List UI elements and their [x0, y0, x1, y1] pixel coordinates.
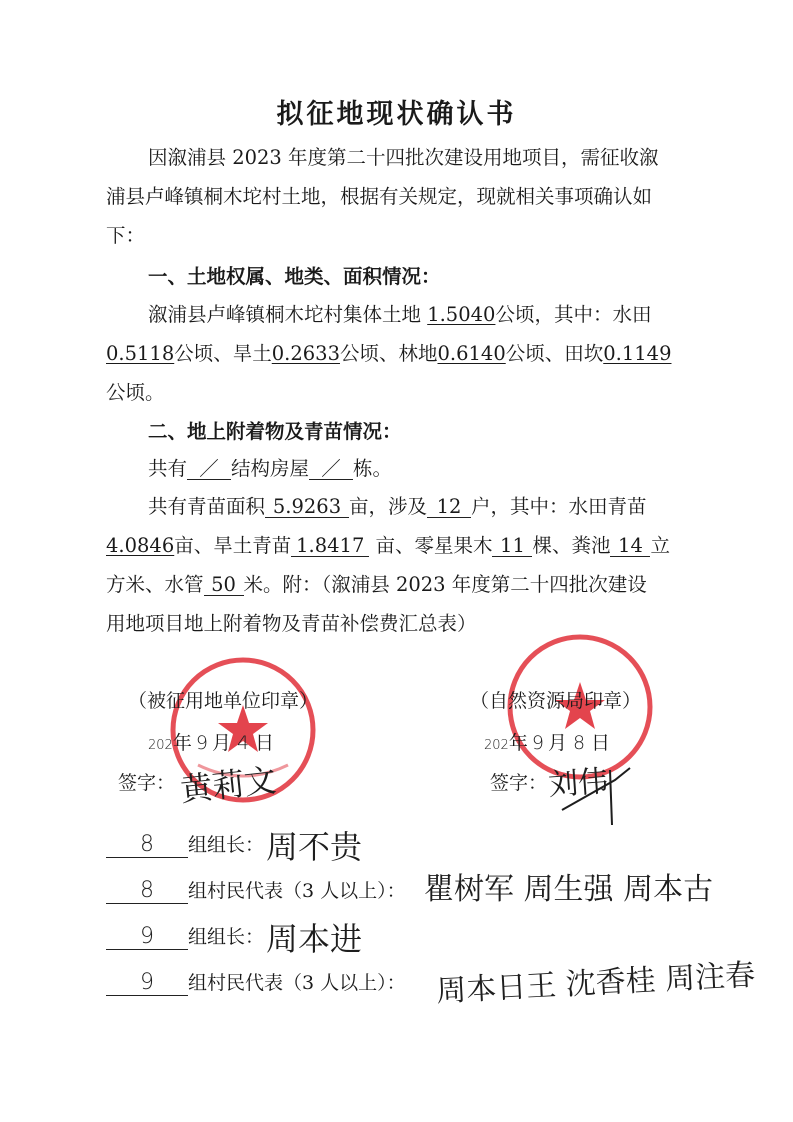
paddy-area-value: 0.5118: [106, 342, 175, 365]
village-date-month: 9: [195, 732, 208, 754]
group-signatures: [106, 830, 793, 1010]
crop-text-t2: 亩、零星果木: [369, 534, 493, 557]
resources-date-year-char: 年: [508, 732, 528, 754]
group-number: 9: [106, 924, 188, 950]
houses-blank-1: ／: [187, 459, 231, 480]
houses-text-a: 共有: [148, 457, 188, 480]
houses-text-c: 栋。: [353, 457, 393, 480]
pipe-value: 50: [204, 575, 244, 596]
trees-value: 11: [492, 536, 532, 557]
land-unit-text: 公顷，其中：水田: [495, 303, 652, 326]
group-signature: 周本进: [266, 920, 363, 958]
crop-text-t1: 亩、旱土青苗: [174, 534, 292, 557]
intro-line-3: 下：: [106, 224, 146, 247]
group-row: [106, 968, 406, 996]
group-label: 组村民代表（3 人以上）：: [188, 972, 406, 994]
crop-text-t5: 方米、水管: [106, 573, 204, 596]
group-signature: 周本日王 沈香桂 周注春: [435, 957, 756, 1010]
resources-sign-label: 签字：: [490, 772, 548, 794]
group-signature: 周不贵: [266, 828, 363, 866]
houses-blank-2: ／: [309, 459, 353, 480]
section1-heading: 一、土地权属、地类、面积情况：: [148, 265, 441, 288]
crop-area-value: 5.9263: [265, 497, 349, 518]
resources-date-month: 9: [531, 732, 544, 754]
forest-area-value: 0.6140: [437, 342, 506, 365]
resources-seal-date: [484, 728, 610, 755]
document-title: 拟征地现状确认书: [276, 99, 517, 130]
section1-line-3: 公顷。: [106, 381, 165, 404]
houses-text-b: 结构房屋: [231, 457, 310, 480]
crop-line-1: [148, 497, 647, 518]
crop-text-t4: 立: [650, 534, 670, 557]
village-sign-label: 签字：: [118, 772, 176, 794]
resources-date-year: 202: [484, 738, 509, 753]
group-number: 8: [106, 878, 188, 904]
group-row: [106, 876, 406, 904]
crop-line-4: 用地项目地上附着物及青苗补偿费汇总表）: [106, 612, 477, 635]
pit-value: 14: [610, 536, 650, 557]
section1-line-1: [148, 305, 651, 325]
intro-line-2: 浦县卢峰镇桐木坨村土地，根据有关规定，现就相关事项确认如: [106, 185, 653, 208]
crop-line-3: [106, 575, 647, 596]
dry-unit-text: 公顷、林地: [339, 342, 438, 365]
group-label: 组组长：: [188, 926, 265, 948]
village-date-year-char: 年: [172, 732, 192, 754]
village-seal-date: [148, 728, 274, 755]
paddy-crop-value: 4.0846: [106, 534, 175, 557]
crop-text-a: 共有青苗面积: [148, 495, 266, 518]
village-signature: 黄莉文: [178, 761, 278, 809]
resources-date-day: 8: [572, 732, 586, 754]
resources-date-month-char: 月: [547, 732, 567, 754]
paddy-unit-text: 公顷、旱土: [174, 342, 272, 365]
group-row: [106, 922, 264, 950]
village-date-day: 4: [236, 732, 250, 754]
crop-line-2: [106, 536, 670, 557]
group-number: 9: [106, 970, 188, 996]
forest-unit-text: 公顷、田坎: [505, 342, 604, 365]
crop-text-c: 户，其中：水田青苗: [471, 495, 647, 518]
houses-line: [148, 459, 392, 480]
group-label: 组组长：: [188, 834, 265, 856]
ridge-area-value: 0.1149: [603, 342, 672, 365]
village-seal-label: （被征用地单位印章）: [128, 690, 319, 712]
village-date-day-char: 日: [255, 732, 275, 754]
group-row: [106, 830, 264, 858]
land-owner-text: 溆浦县卢峰镇桐木坨村集体土地: [148, 303, 428, 326]
signature-stroke-icon: [560, 760, 640, 830]
section1-line-2: [106, 344, 671, 364]
group-label: 组村民代表（3 人以上）：: [188, 880, 406, 902]
section2-heading: 二、地上附着物及青苗情况：: [148, 420, 402, 443]
resources-signature: 刘伟: [547, 763, 610, 804]
resources-seal-label: （自然资源局印章）: [470, 690, 642, 712]
group-number: 8: [106, 832, 188, 858]
resources-date-day-char: 日: [591, 732, 611, 754]
total-area-value: 1.5040: [427, 303, 496, 326]
intro-line-1: 因溆浦县 2023 年度第二十四批次建设用地项目，需征收溆: [148, 146, 659, 169]
crop-text-t3: 棵、粪池: [532, 534, 611, 557]
crop-text-t6: 米。附：（溆浦县 2023 年度第二十四批次建设: [243, 573, 647, 596]
group-signature: 瞿树军 周生强 周本古: [424, 872, 714, 907]
households-value: 12: [427, 497, 471, 518]
village-date-year: 202: [148, 738, 173, 753]
village-date-month-char: 月: [211, 732, 231, 754]
dry-crop-value: 1.8417: [291, 536, 369, 557]
crop-text-b: 亩，涉及: [349, 495, 428, 518]
dry-area-value: 0.2633: [271, 342, 340, 365]
